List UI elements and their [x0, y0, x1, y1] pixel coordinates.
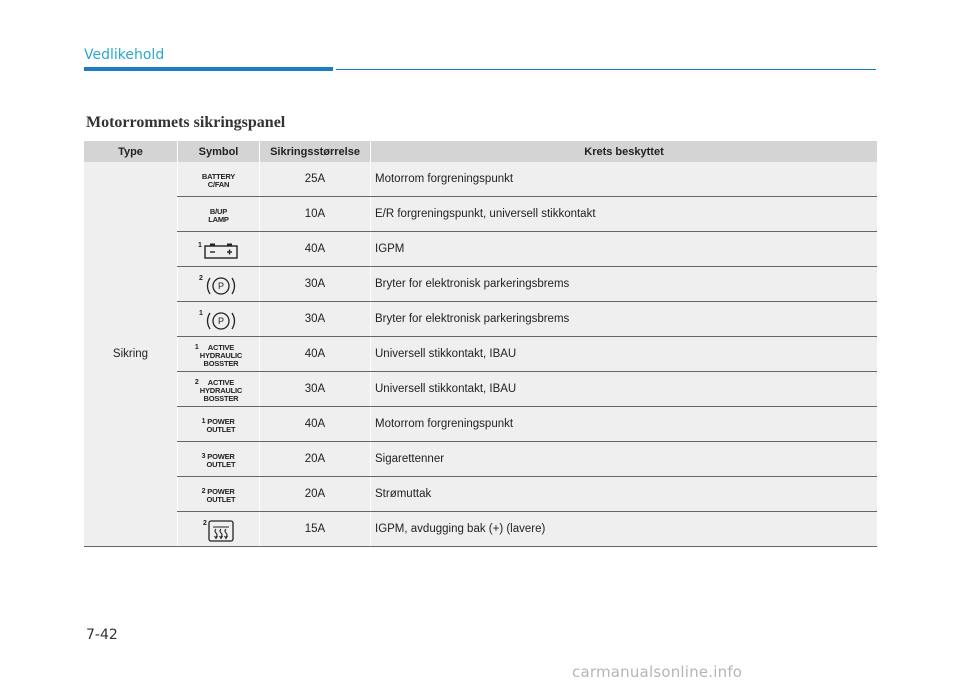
fuse-size-cell: 40A — [260, 407, 371, 442]
symbol-superscript: 2 — [201, 488, 206, 495]
table-row — [84, 442, 877, 477]
circuit-cell: Sigarettenner — [371, 442, 878, 477]
table-row — [84, 372, 877, 407]
circuit-cell: E/R forgreningspunkt, universell stikkontakt — [371, 197, 878, 232]
symbol-superscript: 3 — [201, 453, 206, 460]
symbol-label-line: BATTERY — [201, 171, 236, 181]
column-header-circuit: Krets beskyttet — [371, 141, 878, 162]
fuse-size-cell: 15A — [260, 512, 371, 547]
fuse-symbol — [202, 453, 236, 469]
circuit-cell: Universell stikkontakt, IBAU — [371, 337, 878, 372]
table-row — [84, 407, 877, 442]
fuse-table-body — [84, 162, 877, 547]
table-header-row — [84, 141, 877, 162]
circuit-cell: Motorrom forgreningspunkt — [371, 162, 878, 197]
symbol-cell — [178, 407, 260, 442]
fuse-symbol — [195, 379, 242, 403]
symbol-label-line: POWER — [207, 452, 235, 461]
header-rule-accent — [84, 67, 333, 71]
symbol-label — [200, 344, 242, 368]
circuit-cell: IGPM — [371, 232, 878, 267]
symbol-cell — [178, 372, 260, 407]
table-row — [84, 512, 877, 547]
symbol-superscript: 1 — [198, 242, 202, 249]
rear-defrost-icon — [208, 520, 234, 542]
symbol-cell — [178, 512, 260, 547]
page-number: 7-42 — [86, 627, 118, 643]
symbol-label — [207, 488, 236, 504]
symbol-label-line: POWER — [207, 417, 235, 426]
circuit-cell: Motorrom forgreningspunkt — [371, 407, 878, 442]
fuse-symbol — [199, 310, 238, 332]
circuit-cell: Universell stikkontakt, IBAU — [371, 372, 878, 407]
fuse-size-cell: 25A — [260, 162, 371, 197]
section-title: Vedlikehold — [84, 47, 165, 63]
column-header-symbol: Symbol — [178, 141, 260, 162]
fuse-table — [84, 141, 877, 547]
circuit-cell: Strømuttak — [371, 477, 878, 512]
symbol-label — [207, 418, 236, 434]
fuse-type-cell: Sikring — [84, 162, 178, 547]
fuse-size-cell: 20A — [260, 477, 371, 512]
symbol-superscript: 2 — [199, 275, 203, 282]
symbol-label-line: BOSSTER — [203, 359, 239, 368]
symbol-label-line: OUTLET — [206, 460, 236, 469]
fuse-size-cell: 10A — [260, 197, 371, 232]
symbol-label-line: ACTIVE — [207, 343, 235, 352]
table-row — [84, 477, 877, 512]
symbol-label-line: HYDRAULIC — [199, 386, 243, 395]
table-row — [84, 232, 877, 267]
symbol-superscript: 2 — [203, 520, 207, 527]
parking-brake-icon — [204, 275, 238, 297]
fuse-size-cell: 30A — [260, 372, 371, 407]
fuse-symbol — [195, 344, 242, 368]
symbol-superscript: 1 — [194, 344, 199, 351]
symbol-label — [207, 453, 236, 469]
symbol-label — [208, 208, 228, 224]
fuse-symbol — [208, 208, 228, 224]
parking-letter: P — [217, 316, 224, 326]
symbol-cell — [178, 477, 260, 512]
symbol-label-line: OUTLET — [206, 495, 236, 504]
symbol-label-line: OUTLET — [206, 425, 236, 434]
fuse-size-cell: 30A — [260, 302, 371, 337]
symbol-label-line: C/FAN — [207, 179, 230, 189]
symbol-superscript: 1 — [199, 310, 203, 317]
parking-letter: P — [217, 281, 224, 291]
page-heading: Motorrommets sikringspanel — [86, 114, 286, 131]
column-header-size: Sikringsstørrelse — [260, 141, 371, 162]
symbol-label-line: BOSSTER — [203, 394, 239, 403]
symbol-label-line: HYDRAULIC — [199, 351, 243, 360]
fuse-symbol — [198, 242, 239, 260]
symbol-cell — [178, 302, 260, 337]
table-row — [84, 197, 877, 232]
battery-icon — [203, 242, 239, 260]
fuse-symbol — [203, 520, 234, 542]
table-row — [84, 267, 877, 302]
symbol-cell — [178, 232, 260, 267]
table-row — [84, 162, 877, 197]
fuse-symbol — [202, 488, 236, 504]
fuse-size-cell: 40A — [260, 337, 371, 372]
fuse-symbol — [202, 173, 235, 189]
circuit-cell: IGPM, avdugging bak (+) (lavere) — [371, 512, 878, 547]
fuse-symbol — [199, 275, 238, 297]
watermark: carmanualsonline.info — [572, 663, 743, 681]
column-header-type: Type — [84, 141, 178, 162]
fuse-size-cell: 20A — [260, 442, 371, 477]
circuit-cell: Bryter for elektronisk parkeringsbrems — [371, 267, 878, 302]
fuse-size-cell: 40A — [260, 232, 371, 267]
symbol-cell — [178, 337, 260, 372]
parking-brake-icon — [204, 310, 238, 332]
symbol-label — [200, 379, 242, 403]
fuse-size-cell: 30A — [260, 267, 371, 302]
fuse-symbol — [202, 418, 236, 434]
circuit-cell: Bryter for elektronisk parkeringsbrems — [371, 302, 878, 337]
symbol-superscript: 2 — [194, 379, 199, 386]
symbol-cell — [178, 162, 260, 197]
symbol-cell — [178, 267, 260, 302]
symbol-label-line: ACTIVE — [207, 378, 235, 387]
table-row — [84, 302, 877, 337]
symbol-cell — [178, 442, 260, 477]
symbol-cell — [178, 197, 260, 232]
symbol-superscript: 1 — [201, 418, 206, 425]
symbol-label-line: POWER — [207, 487, 235, 496]
symbol-label — [202, 173, 235, 189]
table-row — [84, 337, 877, 372]
header-rule — [336, 69, 876, 70]
symbol-label-line: B/UP — [209, 206, 228, 216]
symbol-label-line: LAMP — [208, 214, 229, 224]
